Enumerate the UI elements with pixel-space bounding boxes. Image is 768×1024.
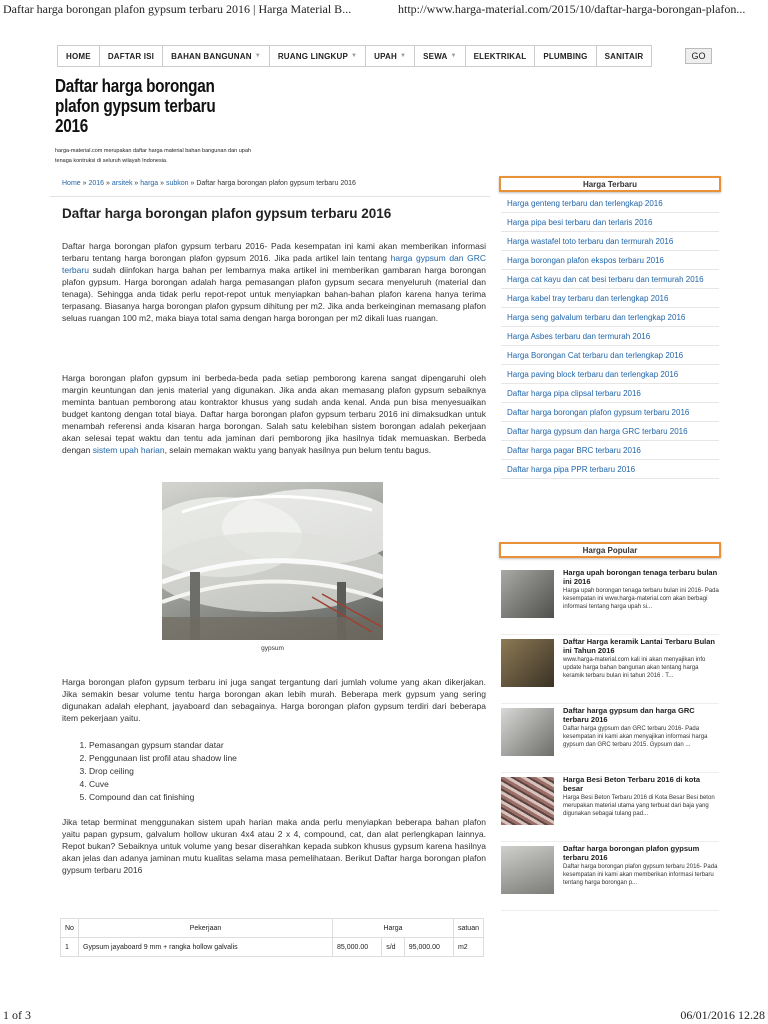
chevron-down-icon: ▼ (350, 53, 358, 59)
popular-post-item[interactable] (501, 773, 719, 842)
recent-post-link[interactable]: Harga paving block terbaru dan terlengkap 2016 (501, 365, 719, 384)
nav-item-sanitair[interactable] (596, 45, 653, 67)
link-harga-gypsum-grc[interactable]: harga gypsum dan GRC terbaru (62, 253, 486, 275)
breadcrumb: Home » 2016 » arsitek » harga » subkon » Daftar harga borongan plafon gypsum terbaru 2016 (62, 180, 356, 187)
nav-item-elektrikal[interactable] (465, 45, 535, 67)
popular-post-excerpt: Daftar harga gypsum dan GRC terbaru 2016- Pada kesempatan ini kami akan menyajikan informasi harga gypsum dan GRC terbaru 2015. Gypsum dan ... (563, 726, 708, 748)
popular-post-title[interactable]: Daftar Harga keramik Lantai Terbaru Bulan ini Tahun 2016 (563, 637, 715, 655)
list-item: 5. Compound dan cat finishing (89, 791, 237, 804)
chevron-down-icon: ▼ (450, 53, 457, 59)
post-thumbnail[interactable] (501, 846, 554, 894)
popular-post-title[interactable]: Harga upah borongan tenaga terbaru bulan ini 2016 (563, 568, 718, 586)
popular-post-text (563, 706, 719, 772)
main-nav (57, 45, 652, 67)
nav-item-plumbing[interactable] (534, 45, 595, 67)
cell-harga-min: 85,000.00 (333, 938, 382, 957)
cell-no: 1 (61, 938, 79, 957)
print-page-title: Daftar harga borongan plafon gypsum terbaru 2016 | Harga Material B... (3, 2, 352, 16)
breadcrumb-2016[interactable]: 2016 (88, 180, 105, 187)
recent-post-link[interactable]: Harga wastafel toto terbaru dan termurah 2016 (501, 232, 719, 251)
print-page-number: 1 of 3 (3, 1008, 31, 1022)
post-paragraph-4: Jika tetap berminat menggunakan sistem upah harian maka anda perlu menyiapkan beberapa bahan plafon yaitu papan gypsum, galvalum hollow ukuran 4x4 atau 2 x 4, compound, cat, dan alat perlengkapan lainnya. Repot bukan? Sebaiknya untuk volume yang besar diserahkan kepada subkon khusus gypsum karena hasilnya akan jelas dan adanya jaminan mutu kualitas selama masa pemelihataan. Berikut Daftar harga borongan plafon gypsum terbaru 2016 (62, 817, 486, 875)
recent-post-link[interactable]: Daftar harga pagar BRC terbaru 2016 (501, 441, 719, 460)
list-item: 4. Cuve (89, 778, 237, 791)
popular-post-text (563, 568, 719, 634)
site-description: harga-material.com merupakan daftar harga material bahan bangunan dan upah tenaga kontruksi di seluruh wilayah Indonesia. (55, 148, 251, 164)
print-date: 06/01/2016 12.28 (680, 1008, 765, 1022)
post-text: Harga borongan plafon gypsum ini berbeda-beda pada setiap pemborong karena sangat dipengaruhi oleh margin keuntungan dan jenis material yang digunakan. Jika anda akan memasang plafon gypsum sebaiknya meminta bantuan pemborong atau kontraktor khusus yang sudah anda kenal. Anda pun bisa menyesuaikan budget kantong dengan total biaya. Daftar harga borongan plafon gypsum terbaru 2016 ini dimaksudkan untuk menambah referensi anda kisaran harga borongan. Salah satu kelebihan sistem borongan adalah pekerjaan akan selesai tepat waktu dan tentu ada jaminan dari pemborong jika hasilnya tidak memuaskan. Berbeda dengan (62, 373, 486, 455)
nav-item-label: BAHAN BANGUNAN (171, 51, 252, 61)
photo-caption: gypsum (261, 645, 284, 652)
col-no: No (61, 919, 79, 938)
cell-sep: s/d (382, 938, 404, 957)
list-item: 3. Drop ceiling (89, 765, 237, 778)
recent-posts-list (501, 194, 719, 479)
popular-post-title[interactable]: Daftar harga borongan plafon gypsum terbaru 2016 (563, 844, 700, 862)
breadcrumb-home[interactable]: Home (62, 180, 81, 187)
recent-post-link[interactable]: Harga cat kayu dan cat besi terbaru dan termurah 2016 (501, 270, 719, 289)
recent-post-link[interactable]: Daftar harga pipa clipsal terbaru 2016 (501, 384, 719, 403)
col-satuan: satuan (453, 919, 483, 938)
print-header (0, 0, 768, 20)
cell-pekerjaan: Gypsum jayaboard 9 mm + rangka hollow galvalis (79, 938, 333, 957)
nav-item-label: UPAH (374, 51, 397, 61)
post-paragraph-1 (62, 240, 486, 324)
ceiling-illustration (162, 482, 383, 640)
print-footer (0, 1006, 768, 1024)
cell-harga-max: 95,000.00 (404, 938, 453, 957)
popular-post-item[interactable] (501, 566, 719, 635)
post-thumbnail[interactable] (501, 708, 554, 756)
popular-post-excerpt: Daftar harga borongan plafon gypsum terbaru 2016- Pada kesempatan ini kami akan memberikan informasi terbaru tentang harga borongan p... (563, 864, 718, 886)
widget-title-harga-popular: Harga Popular (499, 542, 721, 558)
gypsum-ceiling-photo (162, 482, 383, 640)
popular-post-excerpt: Harga upah borongan tenaga terbaru bulan ini 2016- Pada kesempatan ini www.harga-material.com akan berbagi informasi tentang harga upah si... (563, 588, 719, 610)
popular-post-text (563, 637, 719, 703)
print-page-url: http://www.harga-material.com/2015/10/daftar-harga-borongan-plafon... (398, 2, 746, 16)
recent-post-link[interactable]: Harga Asbes terbaru dan termurah 2016 (501, 327, 719, 346)
nav-item-ruang-lingkup[interactable] (269, 45, 365, 67)
recent-post-link[interactable]: Harga genteng terbaru dan terlengkap 2016 (501, 194, 719, 213)
nav-item-label: DAFTAR ISI (107, 51, 155, 61)
breadcrumb-arsitek[interactable]: arsitek (111, 180, 133, 187)
nav-item-sewa[interactable] (414, 45, 465, 67)
link-sistem-upah-harian[interactable]: sistem upah harian (92, 445, 165, 455)
nav-item-label: SEWA (423, 51, 448, 61)
nav-item-home[interactable] (57, 45, 99, 67)
table-row (61, 938, 484, 957)
recent-post-link[interactable]: Daftar harga borongan plafon gypsum terbaru 2016 (501, 403, 719, 422)
chevron-down-icon: ▼ (400, 53, 407, 59)
table-header-row (61, 919, 484, 938)
recent-post-link[interactable]: Harga pipa besi terbaru dan terlaris 2016 (501, 213, 719, 232)
nav-item-bahan-bangunan[interactable] (162, 45, 269, 67)
recent-post-link[interactable]: Daftar harga pipa PPR terbaru 2016 (501, 460, 719, 479)
popular-post-excerpt: Harga Besi Beton Terbaru 2016 di Kota Besar Besi beton merupakan material utama yang terbuat dari baja yang digunakan sebagai tulang pad... (563, 795, 715, 817)
list-item: 1. Pemasangan gypsum standar datar (89, 739, 237, 752)
task-list (89, 739, 237, 804)
post-thumbnail[interactable] (501, 777, 554, 825)
col-harga: Harga (333, 919, 454, 938)
post-text: Daftar harga borongan plafon gypsum terbaru 2016- Pada kesempatan ini kami akan memberikan informasi terbaru tentang harga borongan plafon gypsum 2016. Jika pada artikel lain tentang (62, 241, 486, 263)
chevron-down-icon: ▼ (254, 53, 261, 59)
widget-title-harga-terbaru: Harga Terbaru (499, 176, 721, 192)
recent-post-link[interactable]: Harga Borongan Cat terbaru dan terlengkap 2016 (501, 346, 719, 365)
popular-post-text (563, 775, 719, 841)
post-paragraph-3: Harga borongan plafon gypsum terbaru ini juga sangat tergantung dari jumlah volume yang akan dikerjakan. Jika semakin besar volume tentu harga borongan akan lebih murah. Beberapa merk gypsum yang sering digunakan adalah elephant, jayaboard dan sebagainya. Harga borongan plafon gypsum terdiri dari beberapa item pekerjaan yaitu. (62, 677, 486, 723)
popular-post-item[interactable] (501, 635, 719, 704)
cell-satuan: m2 (453, 938, 483, 957)
post-title: Daftar harga borongan plafon gypsum terbaru 2016 (62, 206, 392, 221)
post-thumbnail[interactable] (501, 639, 554, 687)
go-button[interactable]: GO (685, 48, 712, 64)
popular-post-title[interactable]: Daftar harga gypsum dan harga GRC terbaru 2016 (563, 706, 695, 724)
popular-post-text (563, 844, 719, 910)
breadcrumb-subkon[interactable]: subkon (165, 180, 189, 187)
popular-post-excerpt: www.harga-material.com kali ini akan menyajikan info update harga bahan bangunan akan tentang harga keramik terbaru bulan ini tahun 2016 . T... (563, 657, 706, 679)
nav-item-upah[interactable] (365, 45, 414, 67)
recent-post-link[interactable]: Harga kabel tray terbaru dan terlengkap 2016 (501, 289, 719, 308)
breadcrumb-harga[interactable]: harga (140, 180, 159, 187)
price-table (60, 918, 484, 957)
popular-post-item[interactable] (501, 704, 719, 773)
popular-post-item[interactable] (501, 842, 719, 911)
nav-item-label: ELEKTRIKAL (473, 51, 527, 61)
post-text: , selain memakan waktu yang banyak hasilnya pun belum tentu bagus. (164, 445, 432, 455)
nav-item-label: PLUMBING (543, 51, 588, 61)
col-pekerjaan: Pekerjaan (79, 919, 333, 938)
popular-post-title[interactable]: Harga Besi Beton Terbaru 2016 di kota besar (563, 775, 700, 793)
nav-item-label: HOME (66, 51, 91, 61)
site-title[interactable]: Daftar harga borongan plafon gypsum terbaru 2016 (55, 76, 216, 136)
post-paragraph-2 (62, 372, 486, 456)
nav-item-daftar-isi[interactable] (99, 45, 162, 67)
post-thumbnail[interactable] (501, 570, 554, 618)
post-text: sudah diinfokan harga bahan per lembarnya maka artikel ini memberikan gambaran harga borongan plafon gypsum. Harga borongan adalah harga pemasangan plafon gypsum secara menyeluruh (material dan tenaga). Sehingga anda tidak perlu repot-repot untuk menyiapkan bahan-bahan plafon karena hanya terima terpasang. Biasanya harga borongan plafon gypsum dihitung per m2. Jika anda berkeinginan memasang plafon seluas ruangan 100 m2, maka biaya total sama dengan harga borongan per m2 dikali luas ruangan. (62, 265, 486, 323)
recent-post-link[interactable]: Daftar harga gypsum dan harga GRC terbaru 2016 (501, 422, 719, 441)
nav-item-label: RUANG LINGKUP (277, 51, 348, 61)
popular-posts-list (501, 566, 719, 911)
recent-post-link[interactable]: Harga seng galvalum terbaru dan terlengkap 2016 (501, 308, 719, 327)
list-item: 2. Penggunaan list profil atau shadow line (89, 752, 237, 765)
breadcrumb-current: Daftar harga borongan plafon gypsum terbaru 2016 (196, 180, 356, 187)
divider (50, 196, 490, 197)
nav-item-label: SANITAIR (604, 51, 644, 61)
recent-post-link[interactable]: Harga borongan plafon ekspos terbaru 2016 (501, 251, 719, 270)
